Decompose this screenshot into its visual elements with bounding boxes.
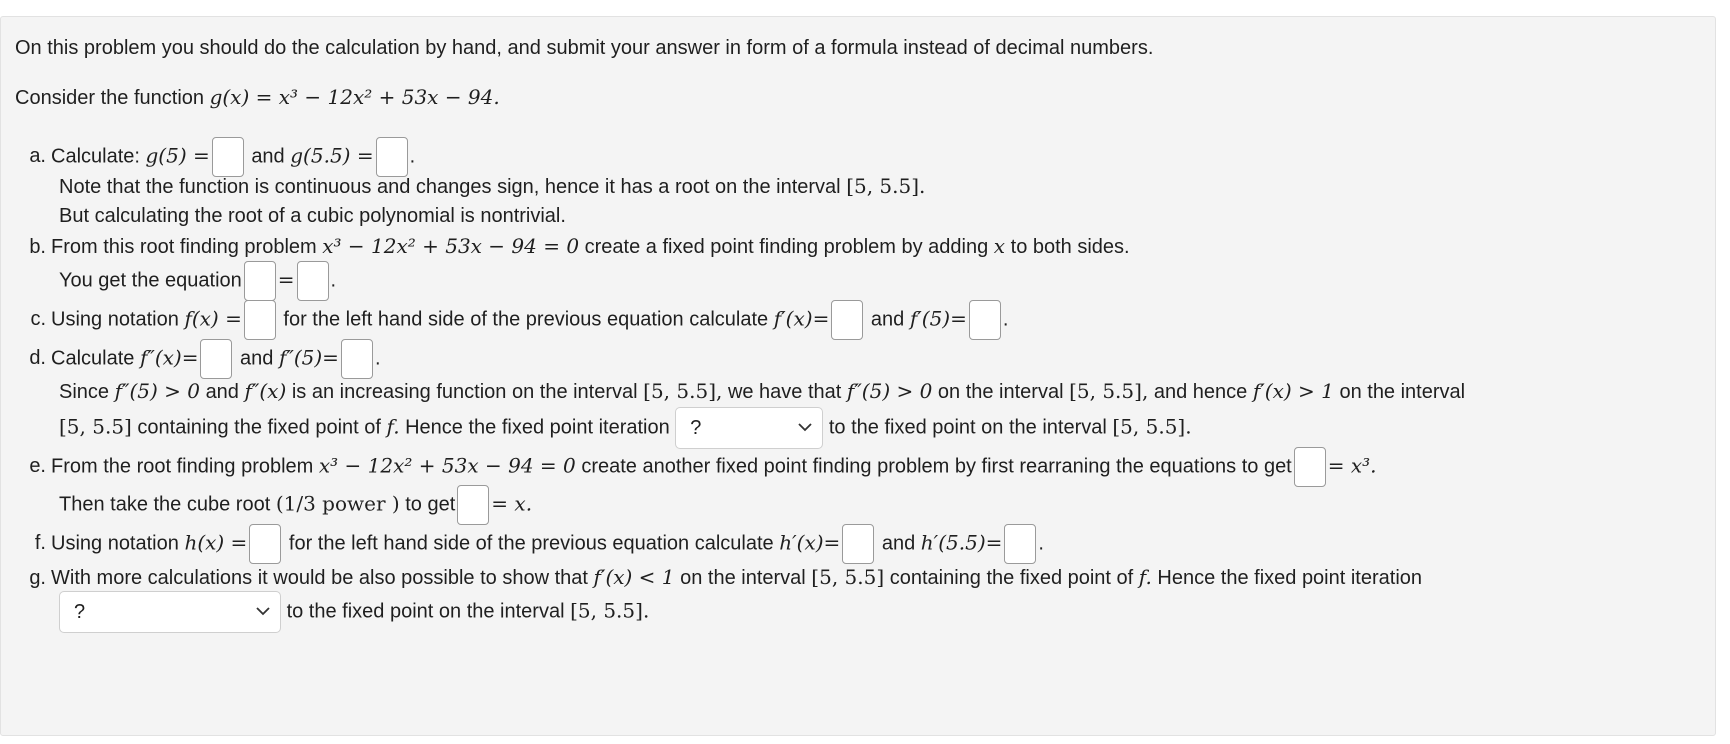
answer-e-rearranged-input[interactable] xyxy=(1294,447,1326,487)
chevron-down-icon xyxy=(798,422,812,432)
answer-hx-input[interactable] xyxy=(249,524,281,564)
equation-left-input[interactable] xyxy=(244,261,276,301)
part-a-note-1: Note that the function is continuous and changes sign, hence it has a root on the interval [5, 5.5]. xyxy=(59,174,926,198)
answer-hprime-55-input[interactable] xyxy=(1004,524,1036,564)
part-d-label: d. xyxy=(29,347,46,370)
function-formula: g(x) = x³ − 12x² + 53x − 94. xyxy=(209,85,500,109)
chevron-down-icon xyxy=(256,606,270,616)
part-e: e. From the root finding problem x³ − 12x² + 53x − 94 = 0 create another fixed point finding problem by first rearraning the equations to get = x³. xyxy=(1,447,1377,487)
answer-g55-input[interactable] xyxy=(376,137,408,177)
function-statement: Consider the function g(x) = x³ − 12x² + 53x − 94. xyxy=(15,85,500,109)
convergence-select-g[interactable]: ? xyxy=(59,591,281,633)
part-d-conclusion: [5, 5.5] containing the fixed point of f. Hence the fixed point iteration ? to the fixed point on the interval [5, 5.5]. xyxy=(59,407,1192,449)
answer-g5-input[interactable] xyxy=(212,137,244,177)
part-b: b. From this root finding problem x³ − 12x² + 53x − 94 = 0 create a fixed point finding problem by adding x to both sides. xyxy=(1,234,1130,259)
part-e-cube-root: Then take the cube root (1/3 power ) to get = x. xyxy=(59,485,532,525)
part-c-label: c. xyxy=(30,308,46,331)
instructions: On this problem you should do the calculation by hand, and submit your answer in form of a formula instead of decimal numbers. xyxy=(15,37,1154,59)
part-g-label: g. xyxy=(29,567,46,589)
part-a-note-2: But calculating the root of a cubic polynomial is nontrivial. xyxy=(59,205,566,227)
part-c: c. Using notation f(x) = for the left hand side of the previous equation calculate f′(x)= and f′(5)= . xyxy=(1,300,1008,340)
answer-fx-input[interactable] xyxy=(244,300,276,340)
part-g: g. With more calculations it would be also possible to show that f′(x) < 1 on the interval [5, 5.5] containing the fixed point of f. Hence the fixed point iteration xyxy=(1,565,1422,590)
equation-right-input[interactable] xyxy=(297,261,329,301)
answer-fprime-5-input[interactable] xyxy=(969,300,1001,340)
part-f-label: f. xyxy=(34,532,46,555)
part-a-label: a. xyxy=(29,145,46,168)
answer-e-cuberoot-input[interactable] xyxy=(457,485,489,525)
part-a: a. Calculate: g(5) = and g(5.5) = . xyxy=(1,137,415,177)
part-b-equation: You get the equation = . xyxy=(59,261,336,301)
part-f: f. Using notation h(x) = for the left hand side of the previous equation calculate h′(x)= and h′(5.5)= . xyxy=(1,524,1044,564)
part-g-conclusion: ? to the fixed point on the interval [5, 5.5]. xyxy=(59,591,649,633)
answer-fprime-x-input[interactable] xyxy=(831,300,863,340)
part-d: d. Calculate f″(x)= and f″(5)= . xyxy=(1,339,381,379)
part-d-since: Since f″(5) > 0 and f″(x) is an increasing function on the interval [5, 5.5], we have that f″(5) > 0 on the interval [5, 5.5], and hence f′(x) > 1 on the interval xyxy=(59,379,1466,403)
part-b-label: b. xyxy=(29,236,46,258)
problem-panel xyxy=(0,16,1716,736)
convergence-select-d[interactable]: ? xyxy=(675,407,823,449)
answer-f2prime-x-input[interactable] xyxy=(200,339,232,379)
answer-hprime-x-input[interactable] xyxy=(842,524,874,564)
part-e-label: e. xyxy=(29,455,46,478)
answer-f2prime-5-input[interactable] xyxy=(341,339,373,379)
